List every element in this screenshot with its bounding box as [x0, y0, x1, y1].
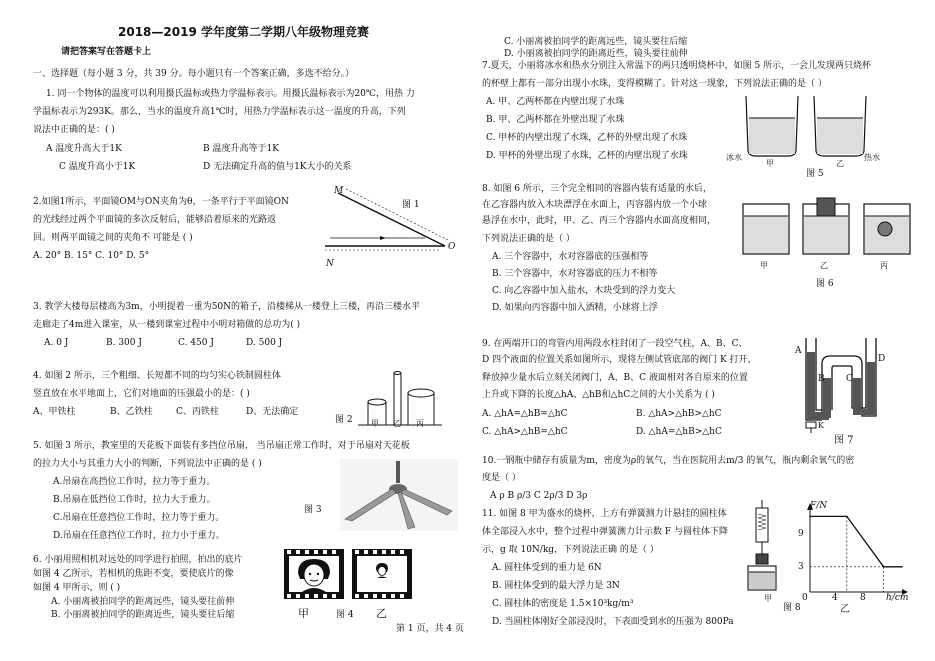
figure-2 — [330, 365, 450, 430]
q8-line-3: 悬浮在水中，此时，甲、乙、丙三个容器内水面高度相同， — [482, 216, 717, 226]
fig6-label-yi: 乙 — [820, 261, 828, 270]
q11-option-b: B. 圆柱体受到的最大浮力是 3N — [492, 581, 620, 591]
q1-option-d: D 无法确定升高的值与1K大小的关系 — [203, 162, 352, 172]
chart-x-label: h/cm — [886, 593, 909, 603]
q1-option-a: A 温度升高大于1K — [46, 144, 122, 154]
q6-line-1: 6. 小丽用照相机对远处的同学进行拍照，拍出的底片 — [33, 555, 243, 565]
q11-line-1: 11. 如图 8 甲为盛水的烧杯，上方有弹簧测力计悬挂的圆柱体 — [482, 509, 727, 519]
q3-option-d: D. 500 J — [246, 338, 283, 348]
fig7-label-d: D — [878, 354, 886, 364]
q8-line-1: 8. 如图 6 所示，三个完全相同的容器内装有适量的水后， — [482, 184, 712, 194]
chart-x-tick-4: 4 — [832, 593, 838, 603]
q5-option-a: A.吊扇在高挡位工作时，拉力等于重力。 — [53, 477, 216, 487]
fig3-caption: 图 3 — [304, 505, 322, 515]
q11-option-c: C. 圆柱体的密度是 1.5×10³kg/m³ — [492, 599, 634, 609]
chart-y-label: F/N — [810, 501, 828, 511]
fig2-label-yi: 乙 — [393, 419, 401, 428]
q11-option-a: A. 圆柱体受到的重力是 6N — [492, 563, 602, 573]
q9-line-1: 9. 在两端开口的弯管内用两段水柱封闭了一段空气柱，A、B、C、 — [482, 339, 748, 349]
fig5-caption: 图 5 — [806, 169, 824, 179]
q3-line-1: 3. 教学大楼每层楼高为3m，小明提着一重为50N的箱子，沿楼梯从一楼登上三楼，再沿三楼水平 — [33, 302, 421, 312]
fig7-label-a: A — [795, 346, 802, 356]
fig5-label-ice: 冰水 — [726, 153, 742, 162]
q4-option-c: C、丙铁柱 — [176, 407, 219, 417]
page-title: 2018—2019 学年度第二学期八年级物理竞赛 — [118, 25, 369, 39]
fig4-caption: 图 4 — [336, 610, 354, 620]
fig8-label-yi: 乙 — [840, 604, 850, 615]
q8-option-c: C. 向乙容器中加入盐水，木块受到的浮力变大 — [492, 286, 676, 296]
figure-1 — [320, 183, 465, 273]
q2-options: A. 20° B. 15° C. 10° D. 5° — [33, 251, 150, 261]
q6-line-2: 如图 4 乙所示，若相机的焦距不变，要使底片的像 — [33, 569, 234, 579]
q2-line-1: 2.如图1所示，平面镜OM与ON夹角为θ，一条平行于平面镜ON — [33, 197, 289, 207]
fig2-label-bing: 丙 — [416, 419, 424, 428]
q3-option-c: C. 450 J — [178, 338, 214, 348]
q1-option-b: B 温度升高等于1K — [203, 144, 279, 154]
q2-line-3: 回。则两平面镜之间的夹角不 可能是 ( ) — [33, 233, 193, 243]
chart-x-tick-8: 8 — [860, 593, 866, 603]
q3-line-2: 走廊走了4m进入课室，从一楼到课室过程中小明对箱做的总功为( ) — [33, 320, 301, 330]
q1-option-c: C 温度升高小于1K — [59, 162, 136, 172]
q7-option-c: C. 甲杯的内壁出现了水珠，乙杯的外壁出现了水珠 — [486, 133, 688, 143]
q9-option-b: B. △hA>△hB>△hC — [636, 409, 722, 419]
q5-option-d: D.吊扇在任意挡位工作时，拉力小于重力。 — [53, 531, 225, 541]
q7-line-2: 的杯壁上都有一部分出现小水珠，变得模糊了。针对这一现象，下列说法正确的是（ ） — [482, 79, 827, 89]
fig1-label-o: O — [448, 242, 456, 252]
q7-option-d: D. 甲杯的外壁出现了水珠，乙杯的内壁出现了水珠 — [486, 151, 688, 161]
fig7-label-k: K — [818, 421, 824, 430]
q2-line-2: 的光线经过两个平面镜的多次反射后，能够沿着原来的光路返 — [33, 215, 277, 225]
q7-option-a: A. 甲、乙两杯都在内壁出现了水珠 — [486, 97, 625, 107]
q1-line-1: 1. 同一个物体的温度可以利用摄氏温标或热力学温标表示。用摄氏温标表示为20℃，用热 力 — [46, 89, 415, 99]
q10-line-1: 10.一钢瓶中储存有质量为m，密度为ρ的氧气，当在医院用去m/3 的氧气，瓶内剩余氧气的密 — [482, 456, 855, 466]
q5-line-1: 5. 如图 3 所示，教室里的天花板下面装有多挡位吊扇， 当吊扇正常工作时，对于吊扇对天花板 — [33, 441, 410, 451]
fig2-label-jia: 甲 — [371, 419, 379, 428]
q8-option-d: D. 如果向丙容器中加入酒精，小球将上浮 — [492, 303, 658, 313]
figure-4 — [284, 547, 416, 620]
q9-line-2: D 四个液面的位置关系如图所示，现将左侧试管底部的阀门 K 打开， — [482, 355, 757, 365]
fig8-label-jia: 甲 — [764, 594, 772, 603]
q4-line-2: 竖直放在水平地面上，它们对地面的压强最小的是：( ) — [33, 389, 250, 399]
section-heading: 一、选择题（每小题 3 分，共 39 分。每小题只有一个答案正确，多选不给分。） — [33, 69, 355, 79]
fig5-label-jia: 甲 — [766, 159, 774, 168]
q4-option-a: A、甲铁柱 — [33, 407, 76, 417]
q5-option-c: C.吊扇在任意挡位工作时，拉力等于重力。 — [53, 513, 225, 523]
figure-8-apparatus — [744, 500, 780, 603]
chart-y-tick-3: 3 — [798, 562, 804, 572]
q9-option-c: C. △hA>△hB=△hC — [482, 427, 568, 437]
q11-option-d: D. 当圆柱体刚好全部浸没时，下表面受到水的压强为 800Pa — [492, 617, 734, 627]
q4-line-1: 4. 如图 2 所示，三个粗细、长短都不同的均匀实心铁制圆柱体 — [33, 371, 281, 381]
q9-option-a: A. △hA=△hB=△hC — [482, 409, 568, 419]
q3-option-a: A. 0 J — [44, 338, 69, 348]
q8-line-2: 在乙容器内放入木块漂浮在水面上，丙容器内放一个小球 — [482, 200, 708, 210]
q6-line-3: 如图 4 甲所示，则 ( ) — [33, 583, 121, 593]
fig6-label-bing: 丙 — [880, 261, 888, 270]
q6-option-a: A. 小丽离被拍同学的距离远些，镜头要往前伸 — [51, 597, 235, 607]
fig4-label-jia: 甲 — [298, 607, 309, 620]
fig2-caption: 图 2 — [335, 415, 353, 425]
q6-option-b: B. 小丽离被拍同学的距离近些，镜头要往后缩 — [51, 610, 235, 620]
fig6-label-jia: 甲 — [760, 261, 768, 270]
q9-line-3: 释放掉少量水后立刻关闭阀门，A、B、C 液面相对各自原来的位置 — [482, 373, 748, 383]
q11-line-2: 体全部浸入水中，整个过程中弹簧测力计示数 F 与圆柱体下降 — [482, 527, 728, 537]
q5-line-2: 的拉力大小与其重力大小的判断，下列说法中正确的是 ( ) — [33, 459, 262, 469]
fig6-caption: 图 6 — [816, 279, 834, 289]
figure-7 — [794, 332, 886, 446]
chart-point-3 — [901, 566, 903, 568]
chart-series-line — [810, 516, 902, 566]
fig7-caption: 图 7 — [834, 435, 854, 446]
fig1-label-m: M — [334, 186, 344, 196]
q4-option-d: D、无法确定 — [246, 407, 299, 417]
q8-option-a: A. 三个容器中，水对容器底的压强相等 — [492, 252, 649, 262]
fig8-caption: 图 8 — [783, 603, 801, 613]
fig7-label-c: C — [846, 374, 853, 384]
q10-options: A ρ B ρ/3 C 2ρ/3 D 3ρ — [490, 491, 588, 501]
page-footer: 第 1 页，共 4 页 — [396, 624, 464, 634]
chart-point-2 — [883, 566, 885, 568]
fig1-label-n: N — [326, 259, 334, 269]
q5-option-b: B.吊扇在低挡位工作时，拉力大于重力。 — [53, 495, 216, 505]
chart-y-tick-9: 9 — [798, 529, 804, 539]
q11-line-3: 示，g 取 10N/kg，下列说法正确 的是（ ） — [482, 545, 659, 555]
figure-5 — [726, 92, 886, 179]
q6-option-d: D. 小丽离被拍同学的距离近些，镜头要往前伸 — [504, 49, 688, 59]
fig1-caption: 图 1 — [402, 200, 420, 210]
figure-6 — [740, 190, 920, 289]
chart-point-0 — [809, 516, 811, 518]
q1-line-3: 说法中正确的是：( ) — [33, 125, 115, 135]
q9-line-4: 上升或下降的长度△hA、△hB和△hC之间的大小关系为 ( ) — [482, 390, 715, 400]
q1-line-2: 学温标表示为293K。那么，当水的温度升高1℃时，用热力学温标表示这一温度的升高，下列 — [33, 107, 406, 117]
q7-option-b: B. 甲、乙两杯都在外壁出现了水珠 — [486, 115, 625, 125]
fig5-label-hot: 热水 — [864, 153, 880, 162]
fig7-label-b: B — [818, 374, 825, 384]
chart-point-1 — [846, 516, 848, 518]
figure-3 — [300, 459, 460, 531]
fig5-label-yi: 乙 — [836, 159, 844, 168]
q4-option-b: B、乙铁柱 — [110, 407, 153, 417]
q3-option-b: B. 300 J — [106, 338, 142, 348]
chart-x-tick-0: 0 — [802, 593, 808, 603]
q9-option-d: D. △hA=△hB>△hC — [636, 427, 722, 437]
q8-option-b: B. 三个容器中，水对容器底的压力不相等 — [492, 269, 658, 279]
answer-instruction: 请把答案写在答题卡上 — [61, 47, 152, 57]
q10-line-2: 度是（ ） — [482, 473, 521, 483]
fig4-label-yi: 乙 — [376, 607, 387, 620]
q7-line-1: 7.夏天，小丽将冰水和热水分别注入常温下的两只透明烧杯中，如图 5 所示，一会儿发现两只烧杯 — [482, 61, 872, 71]
q8-line-4: 下列说法正确的是（ ） — [482, 234, 575, 244]
q6-option-c: C. 小丽离被拍同学的距离远些，镜头要往后缩 — [504, 37, 688, 47]
